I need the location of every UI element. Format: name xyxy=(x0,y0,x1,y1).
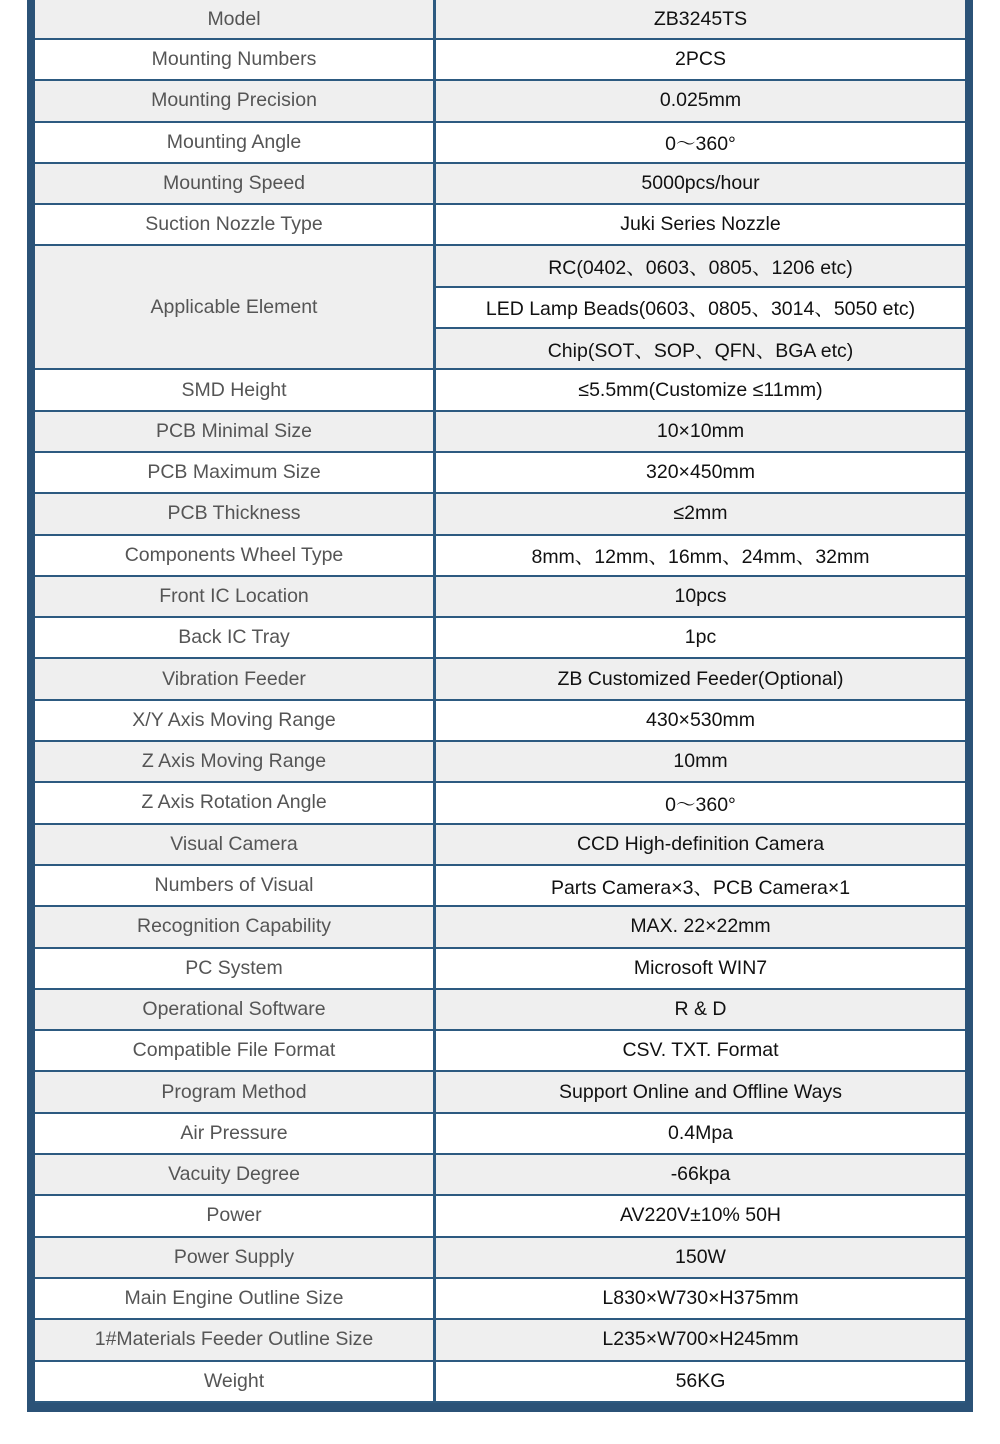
spec-value: Microsoft WIN7 xyxy=(435,948,966,989)
table-row xyxy=(35,204,965,245)
table-row xyxy=(35,1361,965,1402)
spec-label: Mounting Numbers xyxy=(35,39,435,80)
spec-label: X/Y Axis Moving Range xyxy=(35,700,435,741)
spec-label: Vacuity Degree xyxy=(35,1154,435,1195)
table-row xyxy=(35,452,965,493)
spec-value: 430×530mm xyxy=(435,700,966,741)
table-row xyxy=(35,1154,965,1195)
spec-label: Operational Software xyxy=(35,989,435,1030)
table-row xyxy=(35,39,965,80)
spec-label: PCB Maximum Size xyxy=(35,452,435,493)
table-row xyxy=(35,493,965,534)
table-row xyxy=(35,700,965,741)
spec-value: L830×W730×H375mm xyxy=(435,1278,966,1319)
spec-label: Back IC Tray xyxy=(35,617,435,658)
spec-value: ≤2mm xyxy=(435,493,966,534)
table-row xyxy=(35,1237,965,1278)
spec-value: 320×450mm xyxy=(435,452,966,493)
spec-value: 10mm xyxy=(435,741,966,782)
table-row xyxy=(35,576,965,617)
table-row xyxy=(35,163,965,204)
spec-label: Front IC Location xyxy=(35,576,435,617)
table-row xyxy=(35,1030,965,1071)
spec-label: Suction Nozzle Type xyxy=(35,204,435,245)
spec-value: 10×10mm xyxy=(435,411,966,452)
spec-value: 0～360° xyxy=(435,122,966,163)
table-row xyxy=(35,1278,965,1319)
spec-value: Chip(SOT、SOP、QFN、BGA etc) xyxy=(435,328,966,369)
table-row xyxy=(35,1195,965,1236)
spec-label: Program Method xyxy=(35,1071,435,1112)
spec-value: 150W xyxy=(435,1237,966,1278)
spec-label: Mounting Precision xyxy=(35,80,435,121)
table-row xyxy=(35,989,965,1030)
spec-label: Numbers of Visual xyxy=(35,865,435,906)
spec-label: PCB Minimal Size xyxy=(35,411,435,452)
table-row xyxy=(35,80,965,121)
spec-value: 10pcs xyxy=(435,576,966,617)
table-row xyxy=(35,1113,965,1154)
table-row xyxy=(35,906,965,947)
table-row xyxy=(35,1319,965,1360)
spec-label: Power xyxy=(35,1195,435,1236)
spec-value: R & D xyxy=(435,989,966,1030)
spec-label: Applicable Element xyxy=(35,245,435,369)
spec-label: Z Axis Rotation Angle xyxy=(35,782,435,823)
spec-value: 8mm、12mm、16mm、24mm、32mm xyxy=(435,535,966,576)
table-row xyxy=(35,782,965,823)
spec-value: 2PCS xyxy=(435,39,966,80)
spec-value: AV220V±10% 50H xyxy=(435,1195,966,1236)
spec-label: Vibration Feeder xyxy=(35,658,435,699)
table-row xyxy=(35,948,965,989)
table-row xyxy=(35,411,965,452)
spec-value: L235×W700×H245mm xyxy=(435,1319,966,1360)
spec-value: ZB3245TS xyxy=(435,0,966,39)
spec-label: PC System xyxy=(35,948,435,989)
spec-value: 0.025mm xyxy=(435,80,966,121)
spec-value: RC(0402、0603、0805、1206 etc) xyxy=(435,245,966,286)
spec-label: Mounting Speed xyxy=(35,163,435,204)
spec-value: 1pc xyxy=(435,617,966,658)
spec-value: 5000pcs/hour xyxy=(435,163,966,204)
spec-value: Juki Series Nozzle xyxy=(435,204,966,245)
table-row xyxy=(35,535,965,576)
table-row xyxy=(35,369,965,410)
table-row xyxy=(35,1071,965,1112)
spec-label: 1#Materials Feeder Outline Size xyxy=(35,1319,435,1360)
spec-value: 56KG xyxy=(435,1361,966,1402)
spec-label: Weight xyxy=(35,1361,435,1402)
table-row xyxy=(35,245,965,286)
spec-label: Power Supply xyxy=(35,1237,435,1278)
spec-label: Visual Camera xyxy=(35,824,435,865)
spec-label: Air Pressure xyxy=(35,1113,435,1154)
spec-label: Components Wheel Type xyxy=(35,535,435,576)
spec-label: SMD Height xyxy=(35,369,435,410)
spec-value: Parts Camera×3、PCB Camera×1 xyxy=(435,865,966,906)
table-row xyxy=(35,865,965,906)
table-row xyxy=(35,0,965,39)
spec-label: Main Engine Outline Size xyxy=(35,1278,435,1319)
spec-value: 0～360° xyxy=(435,782,966,823)
table-row xyxy=(35,741,965,782)
spec-label: Z Axis Moving Range xyxy=(35,741,435,782)
spec-label: PCB Thickness xyxy=(35,493,435,534)
spec-table xyxy=(35,0,965,1403)
spec-value: CSV. TXT. Format xyxy=(435,1030,966,1071)
spec-label: Compatible File Format xyxy=(35,1030,435,1071)
table-row xyxy=(35,824,965,865)
spec-label: Recognition Capability xyxy=(35,906,435,947)
table-row xyxy=(35,658,965,699)
spec-value: MAX. 22×22mm xyxy=(435,906,966,947)
spec-value: ≤5.5mm(Customize ≤11mm) xyxy=(435,369,966,410)
spec-value: Support Online and Offline Ways xyxy=(435,1071,966,1112)
spec-value: -66kpa xyxy=(435,1154,966,1195)
spec-value: CCD High-definition Camera xyxy=(435,824,966,865)
table-row xyxy=(35,617,965,658)
spec-label: Mounting Angle xyxy=(35,122,435,163)
spec-label: Model xyxy=(35,0,435,39)
spec-value: ZB Customized Feeder(Optional) xyxy=(435,658,966,699)
spec-value: 0.4Mpa xyxy=(435,1113,966,1154)
table-row xyxy=(35,122,965,163)
spec-value: LED Lamp Beads(0603、0805、3014、5050 etc) xyxy=(435,287,966,328)
